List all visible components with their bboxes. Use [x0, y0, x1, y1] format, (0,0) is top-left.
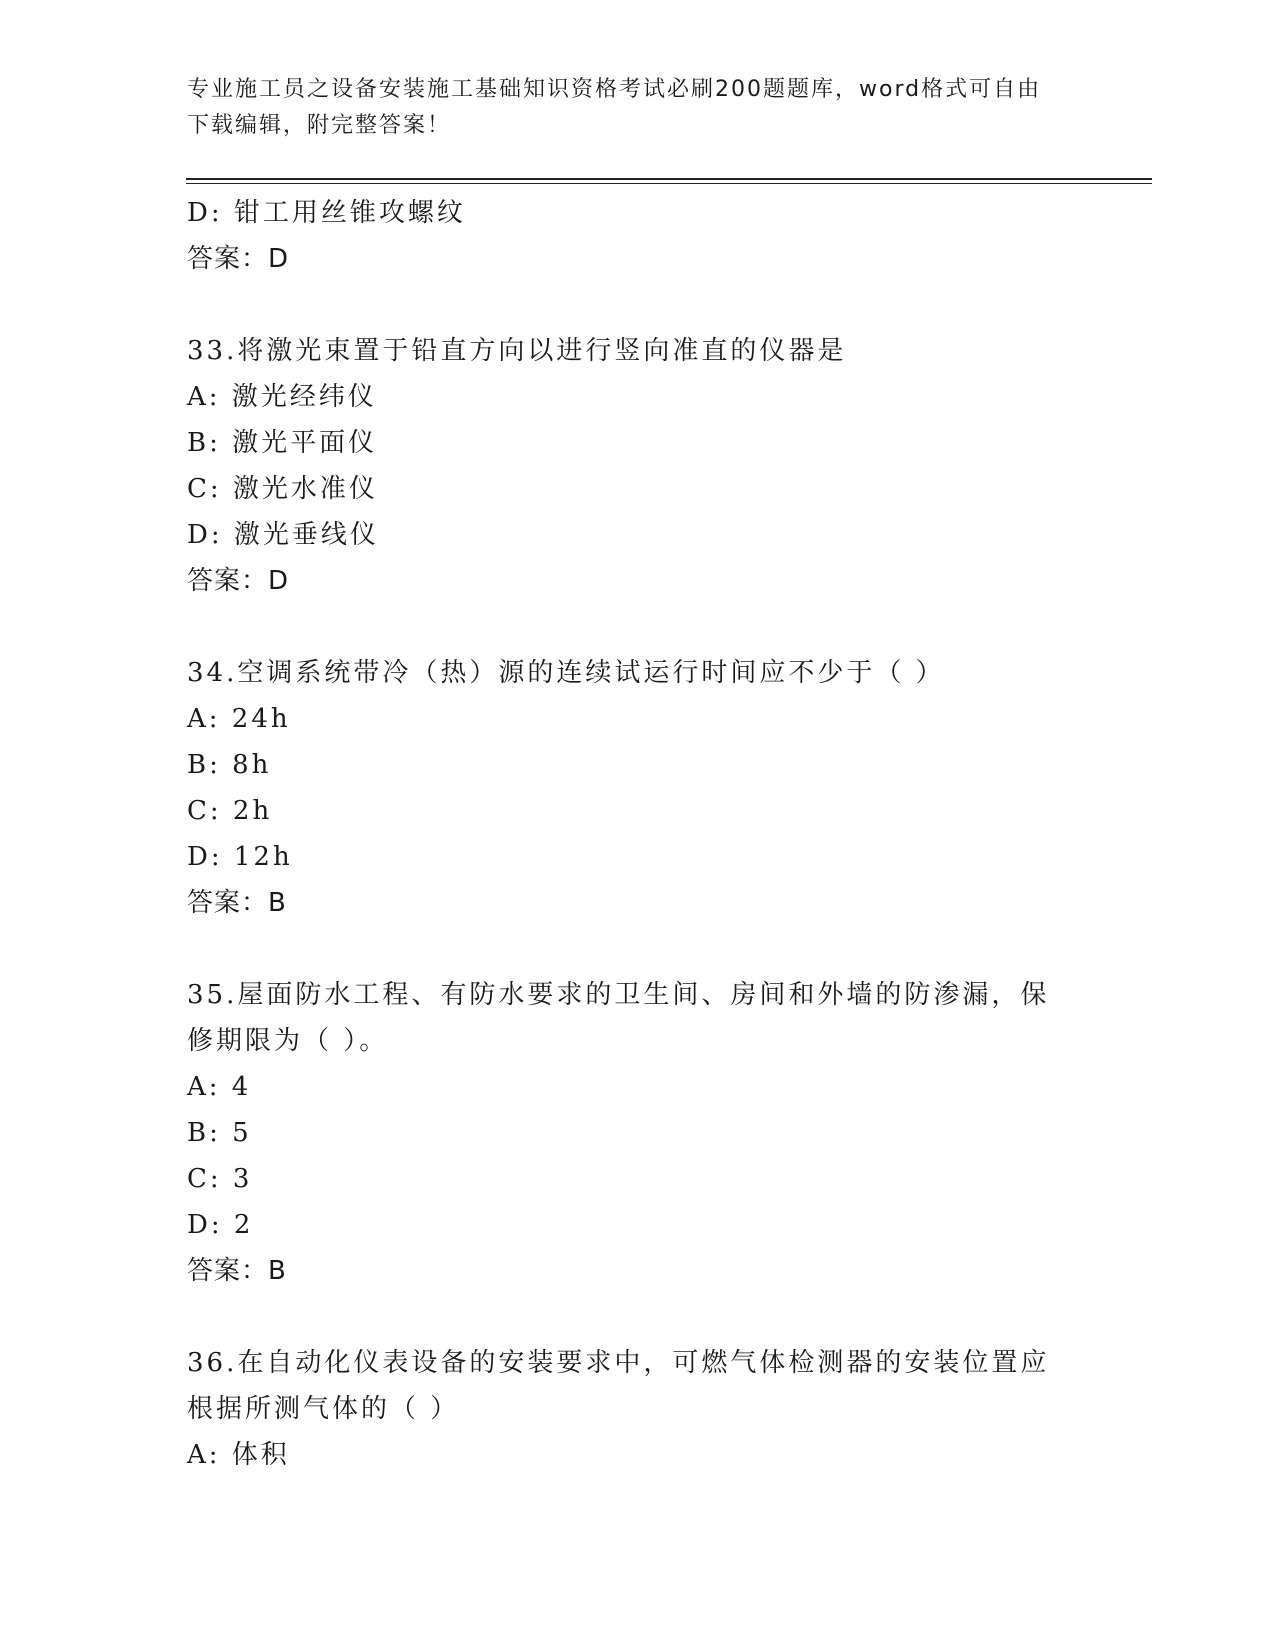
header-line-1: 专业施工员之设备安装施工基础知识资格考试必刷200题题库，word格式可自由	[187, 77, 1042, 102]
answer-line: 答案：D	[187, 566, 290, 596]
option-b: B: 激光平面仪	[187, 428, 378, 458]
question-text: 33.将激光束置于铅直方向以进行竖向准直的仪器是	[187, 336, 847, 366]
question-list	[187, 190, 1087, 1478]
option-b: B: 5	[187, 1118, 252, 1148]
question-block	[187, 650, 1087, 926]
spacer	[187, 1294, 1087, 1340]
option-c: C: 2h	[187, 796, 273, 826]
option-d: D: 12h	[187, 842, 293, 872]
question-text: 36.在自动化仪表设备的安装要求中，可燃气体检测器的安装位置应根据所测气体的（ ）	[187, 1348, 1050, 1424]
spacer	[187, 282, 1087, 328]
question-block	[187, 1340, 1087, 1478]
answer-line: 答案：B	[187, 888, 287, 918]
option-d: D: 激光垂线仪	[187, 520, 379, 550]
option-a: A: 体积	[187, 1440, 290, 1470]
question-block	[187, 328, 1087, 604]
option-c: C: 3	[187, 1164, 253, 1194]
question-text: 34.空调系统带冷（热）源的连续试运行时间应不少于（ ）	[187, 658, 945, 688]
option-b: B: 8h	[187, 750, 272, 780]
option-a: A: 激光经纬仪	[187, 382, 377, 412]
prev-question-answer: 答案：D	[187, 244, 290, 274]
answer-line: 答案：B	[187, 1256, 287, 1286]
option-c: C: 激光水准仪	[187, 474, 378, 504]
prev-question-option-d: D: 钳工用丝锥攻螺纹	[187, 198, 466, 228]
document-header	[187, 72, 1087, 144]
header-divider-thin	[186, 183, 1152, 184]
header-line-2: 下载编辑，附完整答案！	[187, 113, 452, 138]
question-text: 35.屋面防水工程、有防水要求的卫生间、房间和外墙的防渗漏，保修期限为（ ）。	[187, 980, 1050, 1056]
header-divider-thick	[186, 178, 1152, 180]
spacer	[187, 604, 1087, 650]
option-d: D: 2	[187, 1210, 254, 1240]
spacer	[187, 926, 1087, 972]
option-a: A: 4	[187, 1072, 252, 1102]
question-block	[187, 972, 1087, 1294]
option-a: A: 24h	[187, 704, 291, 734]
